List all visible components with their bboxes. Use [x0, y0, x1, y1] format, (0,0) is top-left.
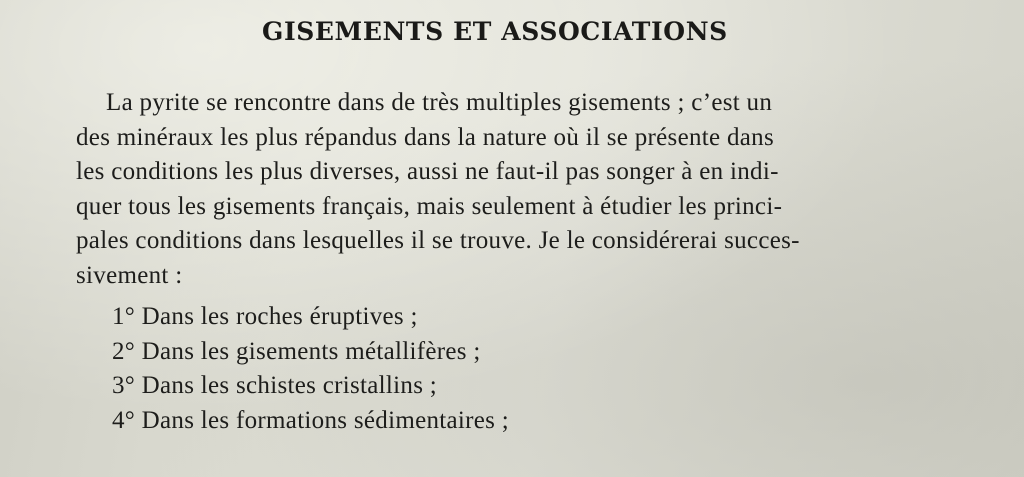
- paragraph-line: quer tous les gisements français, mais seulement à étudier les princi-: [76, 192, 783, 220]
- paragraph-line: les conditions les plus diverses, aussi ne faut-il pas songer à en indi-: [76, 158, 779, 185]
- list-item: 3° Dans les schistes cristallins ;: [112, 372, 438, 399]
- list-item: 2° Dans les gisements métallifères ;: [112, 337, 481, 365]
- section-heading: GISEMENTS ET ASSOCIATIONS: [262, 17, 728, 46]
- enumerated-list: [112, 300, 509, 438]
- body-paragraph: [76, 86, 976, 293]
- list-item: 4° Dans les formations sédimentaires ;: [112, 406, 510, 434]
- list-item: 1° Dans les roches éruptives ;: [112, 303, 418, 330]
- paragraph-line: sivement :: [76, 261, 183, 289]
- paragraph-line: pales conditions dans lesquelles il se trouve. Je le considérerai succes-: [76, 227, 800, 254]
- paragraph-line: des minéraux les plus répandus dans la nature où il se présente dans: [76, 123, 774, 151]
- paragraph-line: La pyrite se rencontre dans de très multiples gisements ; c’est un: [106, 89, 773, 116]
